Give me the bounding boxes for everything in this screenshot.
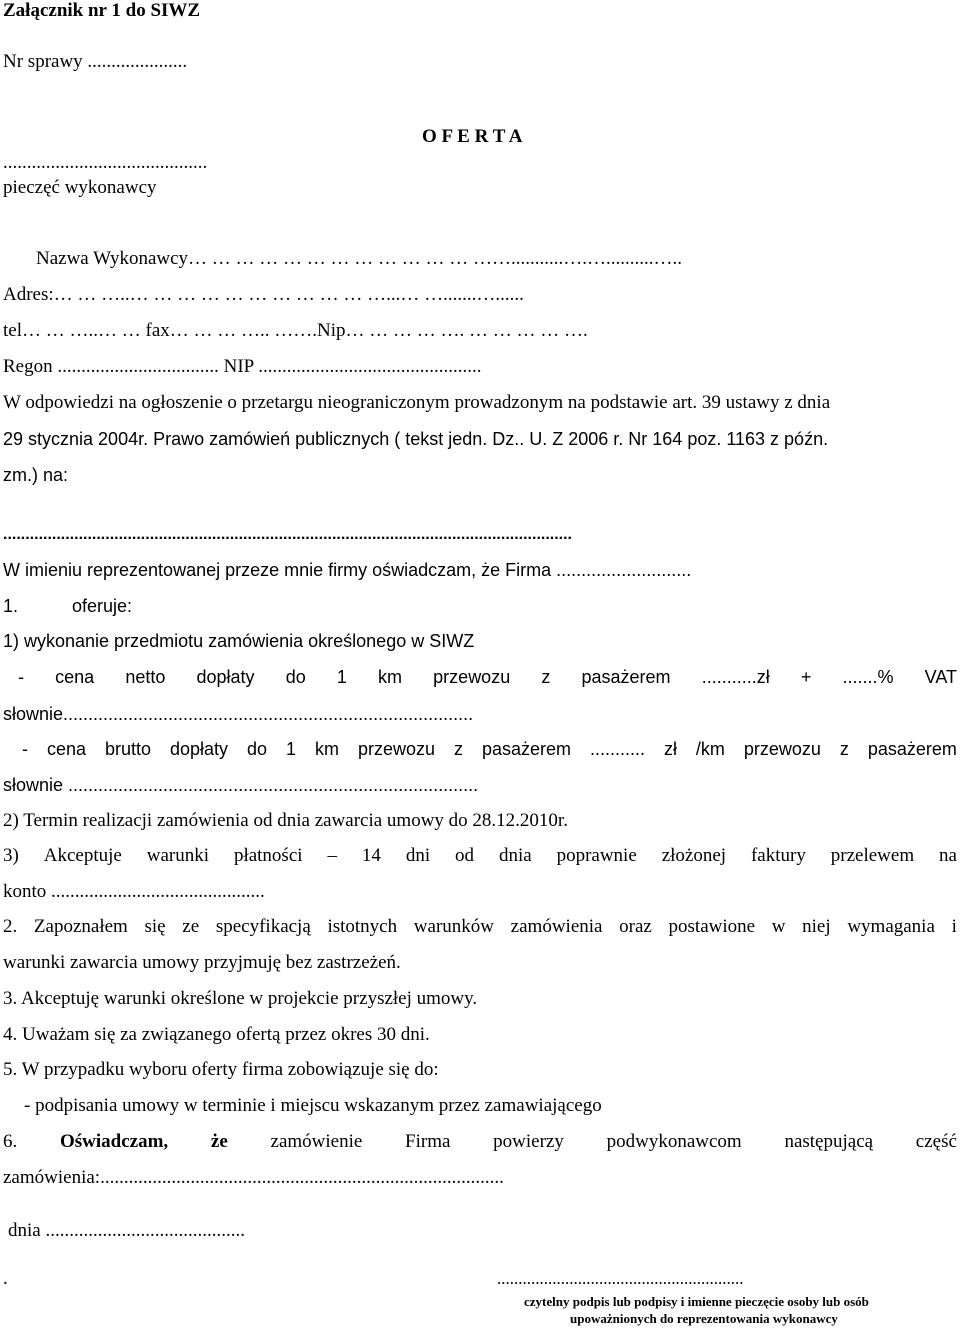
word: warunki bbox=[146, 845, 210, 866]
word: 6. bbox=[3, 1131, 18, 1152]
word: niej bbox=[802, 916, 831, 937]
word: dopłaty bbox=[169, 739, 229, 759]
word: brutto bbox=[104, 739, 152, 759]
annex-heading: Załącznik nr 1 do SIWZ bbox=[3, 0, 201, 21]
word: netto bbox=[125, 667, 166, 687]
word: następującą bbox=[784, 1131, 874, 1152]
word: warunków bbox=[413, 916, 494, 937]
stamp-dots: ........................................... bbox=[3, 152, 208, 173]
word: pasażerem bbox=[581, 667, 671, 687]
word: zł bbox=[663, 739, 677, 759]
subject-dots: ................................................................................................................................ bbox=[3, 526, 572, 543]
word: wymagania bbox=[847, 916, 935, 937]
section-1-item-3 bbox=[3, 845, 957, 867]
account-number-field: konto ............................................. bbox=[3, 881, 265, 902]
section-1-label: oferuje: bbox=[72, 596, 133, 616]
word: 1 bbox=[336, 667, 347, 687]
word: - bbox=[18, 667, 24, 687]
word: + bbox=[800, 667, 812, 687]
word: faktury bbox=[750, 845, 806, 866]
word: Firma bbox=[405, 1131, 451, 1152]
section-2-line-2: warunki zawarcia umowy przyjmuję bez zastrzeżeń. bbox=[3, 952, 401, 973]
word: od bbox=[455, 845, 475, 866]
signature-dots: .......................................................... bbox=[497, 1269, 744, 1288]
stamp-label: pieczęć wykonawcy bbox=[3, 177, 157, 198]
word: na bbox=[939, 845, 957, 866]
contractor-regon-nip-field: Regon .................................. NIP ............................................... bbox=[3, 356, 482, 377]
word: 3) bbox=[3, 845, 19, 866]
word: i bbox=[951, 916, 957, 937]
word: zamówienie bbox=[270, 1131, 363, 1152]
word: 14 bbox=[361, 845, 381, 866]
word: z bbox=[839, 739, 849, 759]
word: do bbox=[285, 667, 306, 687]
word: istotnych bbox=[327, 916, 398, 937]
section-4: 4. Uważam się za związanego ofertą przez okres 30 dni. bbox=[3, 1024, 430, 1045]
intro-line-2: 29 stycznia 2004r. Prawo zamówień publicznych ( tekst jedn. Dz.. U. Z 2006 r. Nr 164 poz. 1163 z późn. bbox=[3, 429, 829, 449]
word: 1 bbox=[286, 739, 297, 759]
section-3: 3. Akceptuję warunki określone w projekcie przyszłej umowy. bbox=[3, 988, 478, 1009]
word: oraz bbox=[619, 916, 652, 937]
word: dni bbox=[405, 845, 431, 866]
section-5-line-2: - podpisania umowy w terminie i miejscu wskazanym przez zamawiającego bbox=[24, 1095, 602, 1116]
case-number: Nr sprawy ..................... bbox=[3, 51, 188, 72]
section-6-line-1 bbox=[3, 1131, 957, 1153]
word: 2. bbox=[3, 916, 18, 937]
word: postawione bbox=[668, 916, 756, 937]
word: przewozu bbox=[743, 739, 821, 759]
word: km bbox=[314, 739, 339, 759]
contractor-address-field: Adres:… … …..… … … … … … … … … … …...… ….......…...... bbox=[3, 284, 524, 305]
net-price-line bbox=[18, 666, 957, 688]
word: z bbox=[541, 667, 551, 687]
intro-line-3: zm.) na: bbox=[3, 465, 69, 485]
word: przewozu bbox=[357, 739, 435, 759]
word: Oświadczam, bbox=[59, 1131, 169, 1152]
word: km bbox=[378, 667, 403, 687]
section-1-number: 1. bbox=[3, 596, 19, 616]
word: pasażerem bbox=[867, 739, 957, 759]
contractor-tel-fax-nip-field: tel… … …..… … fax… … … ….. …….Nip… … … … …. … … … … …. bbox=[3, 320, 588, 341]
word: VAT bbox=[924, 667, 957, 687]
word: powierzy bbox=[493, 1131, 564, 1152]
word: złożonej bbox=[661, 845, 727, 866]
word: Akceptuje bbox=[43, 845, 122, 866]
word: dnia bbox=[498, 845, 532, 866]
contractor-name-field: Nazwa Wykonawcy… … … … … … … … … … … … ……...........….…..........….. bbox=[36, 248, 683, 269]
word: cena bbox=[55, 667, 95, 687]
word: cena bbox=[46, 739, 87, 759]
gross-price-line bbox=[22, 738, 957, 760]
net-price-in-words: słownie.................................................................................. bbox=[3, 704, 474, 724]
date-field: dnia .......................................... bbox=[8, 1220, 245, 1241]
section-5-line-1: 5. W przypadku wyboru oferty firma zobowiązuje się do: bbox=[3, 1059, 439, 1080]
word: dopłaty bbox=[196, 667, 255, 687]
word: - bbox=[22, 739, 28, 759]
word: zamówienia bbox=[510, 916, 603, 937]
word: do bbox=[247, 739, 268, 759]
word: część bbox=[915, 1131, 957, 1152]
signature-caption-1: czytelny podpis lub podpisy i imienne pieczęcie osoby lub osób bbox=[524, 1294, 869, 1309]
word: że bbox=[210, 1131, 228, 1152]
word: z bbox=[453, 739, 463, 759]
signature-caption-2: upoważnionych do reprezentowania wykonawcy bbox=[570, 1311, 838, 1326]
section-2-line-1 bbox=[3, 916, 957, 938]
page-title: O F E R T A bbox=[422, 126, 523, 147]
section-1-item-1: 1) wykonanie przedmiotu zamówienia określonego w SIWZ bbox=[3, 631, 475, 651]
word: /km bbox=[695, 739, 725, 759]
word: się bbox=[144, 916, 166, 937]
word: .......% bbox=[842, 667, 894, 687]
subcontract-part-field: zamówienia:..................................................................................... bbox=[3, 1167, 504, 1188]
gross-price-in-words: słownie .................................................................................. bbox=[3, 775, 479, 795]
word: specyfikacją bbox=[215, 916, 311, 937]
declaration-line: W imieniu reprezentowanej przeze mnie firmy oświadczam, że Firma ........................... bbox=[3, 560, 692, 580]
word: przewozu bbox=[433, 667, 511, 687]
word: ...........zł bbox=[701, 667, 770, 687]
word: ze bbox=[182, 916, 200, 937]
word: poprawnie bbox=[556, 845, 637, 866]
word: Zapoznałem bbox=[33, 916, 128, 937]
word: przelewem bbox=[830, 845, 915, 866]
word: – bbox=[327, 845, 337, 866]
word: pasażerem bbox=[481, 739, 571, 759]
intro-line-1: W odpowiedzi na ogłoszenie o przetargu nieograniczonym prowadzonym na podstawie art. 39 ustawy z dnia bbox=[3, 392, 831, 413]
word: podwykonawcom bbox=[606, 1131, 742, 1152]
word: płatności bbox=[233, 845, 303, 866]
word: w bbox=[771, 916, 786, 937]
section-1-item-2: 2) Termin realizacji zamówienia od dnia zawarcia umowy do 28.12.2010r. bbox=[3, 810, 568, 831]
word: ........... bbox=[589, 739, 645, 759]
left-dot: . bbox=[3, 1268, 8, 1289]
